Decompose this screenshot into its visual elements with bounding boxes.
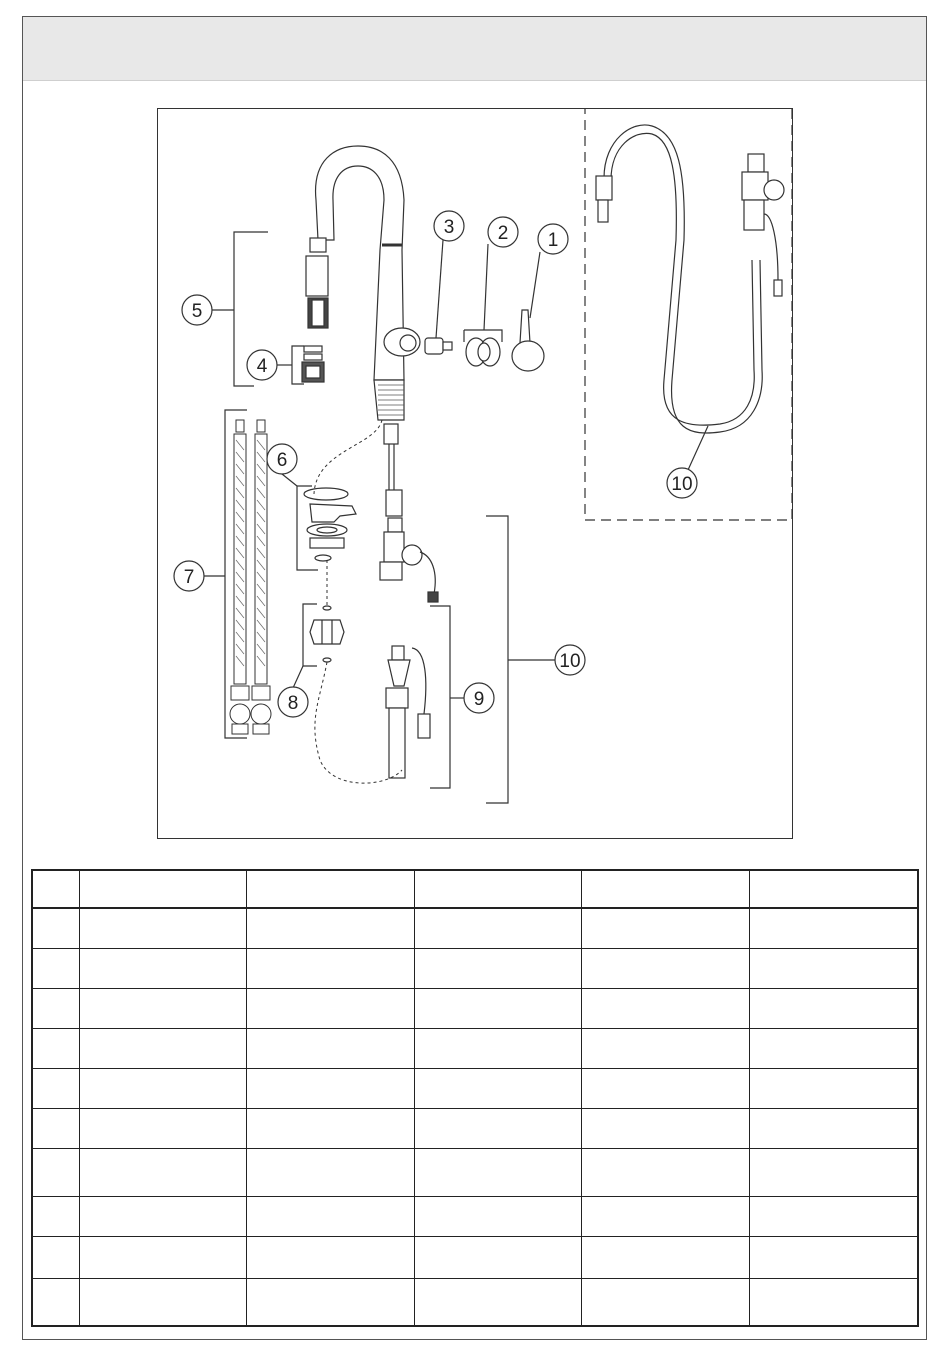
- table-cell: [79, 1108, 246, 1148]
- exploded-parts-diagram: [157, 108, 793, 839]
- callout-brackets: [202, 232, 708, 803]
- table-cell: [32, 948, 79, 988]
- table-cell: [581, 1068, 749, 1108]
- table-cell: [246, 1148, 414, 1196]
- table-cell: [749, 1068, 918, 1108]
- svg-text:10: 10: [559, 651, 581, 672]
- table-row: [32, 1148, 918, 1196]
- table-cell: [749, 1278, 918, 1326]
- pulldown-hose: [596, 125, 784, 433]
- callout-5: [182, 295, 212, 325]
- callout-1: [538, 224, 568, 254]
- table-cell: [32, 988, 79, 1028]
- table-cell: [581, 1196, 749, 1236]
- aerator-part: [302, 346, 324, 382]
- table-row: [32, 1068, 918, 1108]
- table-row: [32, 988, 918, 1028]
- header-cell: [32, 870, 79, 908]
- parts-table: [31, 869, 919, 1327]
- table-cell: [32, 1148, 79, 1196]
- table-cell: [79, 1028, 246, 1068]
- svg-text:6: 6: [276, 450, 288, 471]
- header-cell: [749, 870, 918, 908]
- table-cell: [79, 1068, 246, 1108]
- table-cell: [749, 1196, 918, 1236]
- table-cell: [749, 908, 918, 948]
- mounting-hardware-part: [304, 488, 356, 561]
- table-cell: [246, 1068, 414, 1108]
- header-cell: [246, 870, 414, 908]
- supply-hoses-part: [230, 420, 271, 734]
- table-cell: [79, 1196, 246, 1236]
- table-cell: [581, 1148, 749, 1196]
- table-cell: [414, 1236, 581, 1278]
- table-cell: [32, 1236, 79, 1278]
- table-cell: [414, 908, 581, 948]
- table-header-row: [32, 870, 918, 908]
- table-row: [32, 1028, 918, 1068]
- table-cell: [32, 1108, 79, 1148]
- table-row: [32, 1278, 918, 1326]
- header-cell: [79, 870, 246, 908]
- table-row: [32, 908, 918, 948]
- table-cell: [32, 908, 79, 948]
- table-cell: [246, 908, 414, 948]
- table-cell: [749, 948, 918, 988]
- callout-7: [174, 561, 204, 591]
- header-cell: [414, 870, 581, 908]
- svg-text:5: 5: [191, 301, 203, 322]
- bonnet-part: [466, 338, 500, 366]
- table-cell: [414, 988, 581, 1028]
- svg-text:4: 4: [256, 356, 268, 377]
- table-cell: [246, 1236, 414, 1278]
- svg-text:10: 10: [671, 474, 693, 495]
- callout-8: [278, 687, 308, 717]
- table-cell: [749, 1148, 918, 1196]
- table-cell: [581, 1236, 749, 1278]
- svg-text:9: 9: [473, 689, 485, 710]
- table-cell: [581, 1108, 749, 1148]
- callout-10-valve: [555, 645, 585, 675]
- table-cell: [246, 988, 414, 1028]
- header-cell: [581, 870, 749, 908]
- table-cell: [749, 1236, 918, 1278]
- cartridge-part: [425, 338, 452, 354]
- header-band: [23, 17, 926, 81]
- table-cell: [79, 1148, 246, 1196]
- svg-text:3: 3: [443, 217, 455, 238]
- table-cell: [414, 1028, 581, 1068]
- table-cell: [246, 1028, 414, 1068]
- svg-text:2: 2: [497, 223, 509, 244]
- callout-4: [247, 350, 277, 380]
- callout-10-hose: [667, 468, 697, 498]
- table-cell: [414, 1068, 581, 1108]
- table-row: [32, 1196, 918, 1236]
- table-cell: [581, 1028, 749, 1068]
- table-cell: [32, 1028, 79, 1068]
- table-cell: [79, 948, 246, 988]
- table-cell: [749, 1108, 918, 1148]
- svg-text:8: 8: [287, 693, 299, 714]
- table-cell: [246, 1196, 414, 1236]
- table-row: [32, 1236, 918, 1278]
- table-row: [32, 1108, 918, 1148]
- table-cell: [79, 988, 246, 1028]
- callout-9: [464, 683, 494, 713]
- table-cell: [246, 948, 414, 988]
- table-cell: [32, 1278, 79, 1326]
- callout-3: [434, 211, 464, 241]
- table-cell: [32, 1196, 79, 1236]
- table-cell: [414, 1148, 581, 1196]
- table-cell: [414, 948, 581, 988]
- table-cell: [414, 1278, 581, 1326]
- valve-assembly-part: [380, 518, 438, 602]
- table-cell: [246, 1108, 414, 1148]
- table-cell: [581, 908, 749, 948]
- table-row: [32, 948, 918, 988]
- table-cell: [414, 1196, 581, 1236]
- handle-part: [512, 310, 544, 371]
- svg-text:1: 1: [547, 230, 559, 251]
- table-cell: [749, 1028, 918, 1068]
- hose-weight-part: [310, 606, 344, 662]
- table-cell: [581, 948, 749, 988]
- table-cell: [79, 1278, 246, 1326]
- table-cell: [246, 1278, 414, 1326]
- hose-section-part: [386, 646, 430, 778]
- table-cell: [581, 1278, 749, 1326]
- table-cell: [581, 988, 749, 1028]
- table-cell: [79, 1236, 246, 1278]
- table-cell: [32, 1068, 79, 1108]
- callout-2: [488, 217, 518, 247]
- callout-6: [267, 444, 297, 474]
- svg-text:7: 7: [183, 567, 195, 588]
- table-cell: [414, 1108, 581, 1148]
- table-cell: [749, 988, 918, 1028]
- spray-head-part: [306, 238, 328, 328]
- table-cell: [79, 908, 246, 948]
